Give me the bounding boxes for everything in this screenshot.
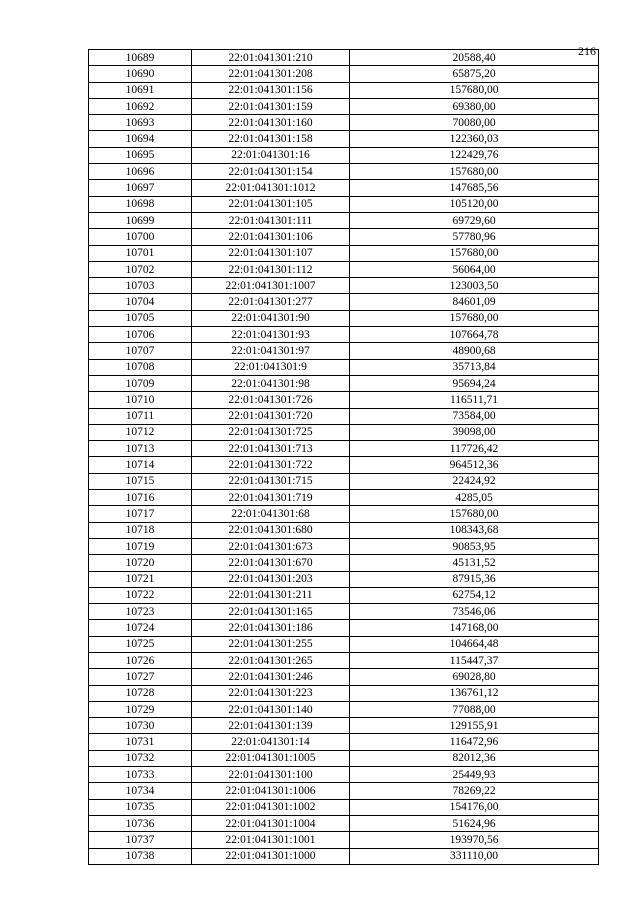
value-cell: 73546,06 <box>350 604 599 620</box>
value-cell: 122429,76 <box>350 147 599 163</box>
value-cell: 69028,80 <box>350 669 599 685</box>
table-row <box>89 604 599 620</box>
value-cell: 65875,20 <box>350 66 599 82</box>
cadastral-number-cell: 22:01:041301:1001 <box>192 832 350 848</box>
row-number-cell: 10711 <box>89 408 192 424</box>
row-number-cell: 10714 <box>89 457 192 473</box>
table-body <box>89 50 599 865</box>
row-number-cell: 10716 <box>89 490 192 506</box>
cadastral-number-cell: 22:01:041301:208 <box>192 66 350 82</box>
value-cell: 62754,12 <box>350 587 599 603</box>
cadastral-number-cell: 22:01:041301:246 <box>192 669 350 685</box>
cadastral-number-cell: 22:01:041301:186 <box>192 620 350 636</box>
row-number-cell: 10735 <box>89 799 192 815</box>
row-number-cell: 10722 <box>89 587 192 603</box>
value-cell: 115447,37 <box>350 652 599 668</box>
row-number-cell: 10702 <box>89 261 192 277</box>
value-cell: 78269,22 <box>350 783 599 799</box>
value-cell: 331110,00 <box>350 848 599 864</box>
cadastral-number-cell: 22:01:041301:106 <box>192 229 350 245</box>
cadastral-number-cell: 22:01:041301:100 <box>192 767 350 783</box>
table-row <box>89 767 599 783</box>
row-number-cell: 10721 <box>89 571 192 587</box>
cadastral-number-cell: 22:01:041301:223 <box>192 685 350 701</box>
table-row <box>89 815 599 831</box>
row-number-cell: 10705 <box>89 310 192 326</box>
row-number-cell: 10718 <box>89 522 192 538</box>
table-row <box>89 734 599 750</box>
table-row <box>89 685 599 701</box>
cadastral-number-cell: 22:01:041301:90 <box>192 310 350 326</box>
row-number-cell: 10704 <box>89 294 192 310</box>
cadastral-number-cell: 22:01:041301:1005 <box>192 750 350 766</box>
cadastral-number-cell: 22:01:041301:210 <box>192 50 350 66</box>
row-number-cell: 10701 <box>89 245 192 261</box>
value-cell: 193970,56 <box>350 832 599 848</box>
cadastral-number-cell: 22:01:041301:722 <box>192 457 350 473</box>
table-row <box>89 50 599 66</box>
table-row <box>89 245 599 261</box>
table-row <box>89 98 599 114</box>
value-cell: 154176,00 <box>350 799 599 815</box>
row-number-cell: 10738 <box>89 848 192 864</box>
table-row <box>89 212 599 228</box>
row-number-cell: 10725 <box>89 636 192 652</box>
value-cell: 147685,56 <box>350 180 599 196</box>
data-table <box>88 49 599 865</box>
row-number-cell: 10732 <box>89 750 192 766</box>
row-number-cell: 10708 <box>89 359 192 375</box>
value-cell: 57780,96 <box>350 229 599 245</box>
cadastral-number-cell: 22:01:041301:93 <box>192 327 350 343</box>
table-row <box>89 164 599 180</box>
row-number-cell: 10734 <box>89 783 192 799</box>
cadastral-number-cell: 22:01:041301:14 <box>192 734 350 750</box>
row-number-cell: 10692 <box>89 98 192 114</box>
page-number: 216 <box>578 44 596 58</box>
value-cell: 108343,68 <box>350 522 599 538</box>
row-number-cell: 10699 <box>89 212 192 228</box>
cadastral-number-cell: 22:01:041301:725 <box>192 424 350 440</box>
cadastral-number-cell: 22:01:041301:111 <box>192 212 350 228</box>
value-cell: 56064,00 <box>350 261 599 277</box>
row-number-cell: 10707 <box>89 343 192 359</box>
row-number-cell: 10700 <box>89 229 192 245</box>
table-row <box>89 180 599 196</box>
table-row <box>89 375 599 391</box>
table-row <box>89 115 599 131</box>
table-row <box>89 310 599 326</box>
row-number-cell: 10691 <box>89 82 192 98</box>
value-cell: 69729,60 <box>350 212 599 228</box>
table-row <box>89 457 599 473</box>
row-number-cell: 10695 <box>89 147 192 163</box>
row-number-cell: 10731 <box>89 734 192 750</box>
cadastral-number-cell: 22:01:041301:98 <box>192 375 350 391</box>
row-number-cell: 10697 <box>89 180 192 196</box>
table-row <box>89 131 599 147</box>
row-number-cell: 10709 <box>89 375 192 391</box>
value-cell: 87915,36 <box>350 571 599 587</box>
value-cell: 90853,95 <box>350 538 599 554</box>
table-row <box>89 359 599 375</box>
cadastral-number-cell: 22:01:041301:105 <box>192 196 350 212</box>
table-row <box>89 294 599 310</box>
row-number-cell: 10736 <box>89 815 192 831</box>
cadastral-number-cell: 22:01:041301:107 <box>192 245 350 261</box>
cadastral-number-cell: 22:01:041301:277 <box>192 294 350 310</box>
table-row <box>89 571 599 587</box>
cadastral-number-cell: 22:01:041301:154 <box>192 164 350 180</box>
cadastral-number-cell: 22:01:041301:159 <box>192 98 350 114</box>
row-number-cell: 10724 <box>89 620 192 636</box>
row-number-cell: 10690 <box>89 66 192 82</box>
table-row <box>89 424 599 440</box>
row-number-cell: 10689 <box>89 50 192 66</box>
row-number-cell: 10733 <box>89 767 192 783</box>
row-number-cell: 10737 <box>89 832 192 848</box>
value-cell: 25449,93 <box>350 767 599 783</box>
row-number-cell: 10715 <box>89 473 192 489</box>
table-row <box>89 538 599 554</box>
value-cell: 116511,71 <box>350 392 599 408</box>
value-cell: 136761,12 <box>350 685 599 701</box>
row-number-cell: 10719 <box>89 538 192 554</box>
value-cell: 157680,00 <box>350 310 599 326</box>
value-cell: 20588,40 <box>350 50 599 66</box>
table-row <box>89 147 599 163</box>
cadastral-number-cell: 22:01:041301:670 <box>192 555 350 571</box>
cadastral-number-cell: 22:01:041301:1006 <box>192 783 350 799</box>
table-row <box>89 750 599 766</box>
table-row <box>89 718 599 734</box>
value-cell: 70080,00 <box>350 115 599 131</box>
table-row <box>89 196 599 212</box>
cadastral-number-cell: 22:01:041301:211 <box>192 587 350 603</box>
cadastral-number-cell: 22:01:041301:726 <box>192 392 350 408</box>
table-row <box>89 408 599 424</box>
row-number-cell: 10710 <box>89 392 192 408</box>
cadastral-number-cell: 22:01:041301:715 <box>192 473 350 489</box>
value-cell: 4285,05 <box>350 490 599 506</box>
table-row <box>89 66 599 82</box>
value-cell: 123003,50 <box>350 278 599 294</box>
value-cell: 157680,00 <box>350 245 599 261</box>
table-row <box>89 620 599 636</box>
cadastral-number-cell: 22:01:041301:158 <box>192 131 350 147</box>
cadastral-number-cell: 22:01:041301:713 <box>192 441 350 457</box>
value-cell: 157680,00 <box>350 82 599 98</box>
cadastral-number-cell: 22:01:041301:680 <box>192 522 350 538</box>
table-row <box>89 636 599 652</box>
table-row <box>89 327 599 343</box>
value-cell: 48900,68 <box>350 343 599 359</box>
cadastral-number-cell: 22:01:041301:1000 <box>192 848 350 864</box>
value-cell: 147168,00 <box>350 620 599 636</box>
table-row <box>89 799 599 815</box>
table-row <box>89 506 599 522</box>
row-number-cell: 10730 <box>89 718 192 734</box>
cadastral-number-cell: 22:01:041301:720 <box>192 408 350 424</box>
value-cell: 35713,84 <box>350 359 599 375</box>
cadastral-number-cell: 22:01:041301:16 <box>192 147 350 163</box>
row-number-cell: 10694 <box>89 131 192 147</box>
row-number-cell: 10703 <box>89 278 192 294</box>
table-row <box>89 783 599 799</box>
value-cell: 22424,92 <box>350 473 599 489</box>
table-row <box>89 652 599 668</box>
cadastral-number-cell: 22:01:041301:1007 <box>192 278 350 294</box>
table-row <box>89 441 599 457</box>
row-number-cell: 10706 <box>89 327 192 343</box>
value-cell: 104664,48 <box>350 636 599 652</box>
table-row <box>89 490 599 506</box>
cadastral-number-cell: 22:01:041301:165 <box>192 604 350 620</box>
value-cell: 84601,09 <box>350 294 599 310</box>
row-number-cell: 10713 <box>89 441 192 457</box>
row-number-cell: 10698 <box>89 196 192 212</box>
value-cell: 45131,52 <box>350 555 599 571</box>
value-cell: 129155,91 <box>350 718 599 734</box>
table-row <box>89 392 599 408</box>
cadastral-number-cell: 22:01:041301:203 <box>192 571 350 587</box>
table-row <box>89 701 599 717</box>
value-cell: 117726,42 <box>350 441 599 457</box>
cadastral-number-cell: 22:01:041301:112 <box>192 261 350 277</box>
value-cell: 95694,24 <box>350 375 599 391</box>
row-number-cell: 10717 <box>89 506 192 522</box>
cadastral-number-cell: 22:01:041301:1012 <box>192 180 350 196</box>
value-cell: 157680,00 <box>350 164 599 180</box>
table-row <box>89 473 599 489</box>
table-row <box>89 261 599 277</box>
row-number-cell: 10723 <box>89 604 192 620</box>
table-row <box>89 522 599 538</box>
table-row <box>89 587 599 603</box>
table-row <box>89 848 599 864</box>
cadastral-number-cell: 22:01:041301:156 <box>192 82 350 98</box>
cadastral-number-cell: 22:01:041301:673 <box>192 538 350 554</box>
value-cell: 69380,00 <box>350 98 599 114</box>
row-number-cell: 10729 <box>89 701 192 717</box>
value-cell: 105120,00 <box>350 196 599 212</box>
table-row <box>89 82 599 98</box>
cadastral-number-cell: 22:01:041301:9 <box>192 359 350 375</box>
value-cell: 39098,00 <box>350 424 599 440</box>
value-cell: 77088,00 <box>350 701 599 717</box>
row-number-cell: 10693 <box>89 115 192 131</box>
value-cell: 964512,36 <box>350 457 599 473</box>
table-row <box>89 669 599 685</box>
cadastral-number-cell: 22:01:041301:140 <box>192 701 350 717</box>
cadastral-number-cell: 22:01:041301:68 <box>192 506 350 522</box>
row-number-cell: 10696 <box>89 164 192 180</box>
cadastral-number-cell: 22:01:041301:1004 <box>192 815 350 831</box>
table-row <box>89 278 599 294</box>
value-cell: 51624,96 <box>350 815 599 831</box>
cadastral-number-cell: 22:01:041301:265 <box>192 652 350 668</box>
cadastral-number-cell: 22:01:041301:255 <box>192 636 350 652</box>
row-number-cell: 10726 <box>89 652 192 668</box>
value-cell: 107664,78 <box>350 327 599 343</box>
row-number-cell: 10728 <box>89 685 192 701</box>
row-number-cell: 10720 <box>89 555 192 571</box>
value-cell: 157680,00 <box>350 506 599 522</box>
value-cell: 73584,00 <box>350 408 599 424</box>
table-row <box>89 555 599 571</box>
value-cell: 122360,03 <box>350 131 599 147</box>
cadastral-number-cell: 22:01:041301:139 <box>192 718 350 734</box>
value-cell: 82012,36 <box>350 750 599 766</box>
cadastral-number-cell: 22:01:041301:97 <box>192 343 350 359</box>
row-number-cell: 10727 <box>89 669 192 685</box>
value-cell: 116472,96 <box>350 734 599 750</box>
table-row <box>89 229 599 245</box>
table-row <box>89 343 599 359</box>
cadastral-number-cell: 22:01:041301:1002 <box>192 799 350 815</box>
cadastral-number-cell: 22:01:041301:719 <box>192 490 350 506</box>
cadastral-number-cell: 22:01:041301:160 <box>192 115 350 131</box>
table-row <box>89 832 599 848</box>
row-number-cell: 10712 <box>89 424 192 440</box>
